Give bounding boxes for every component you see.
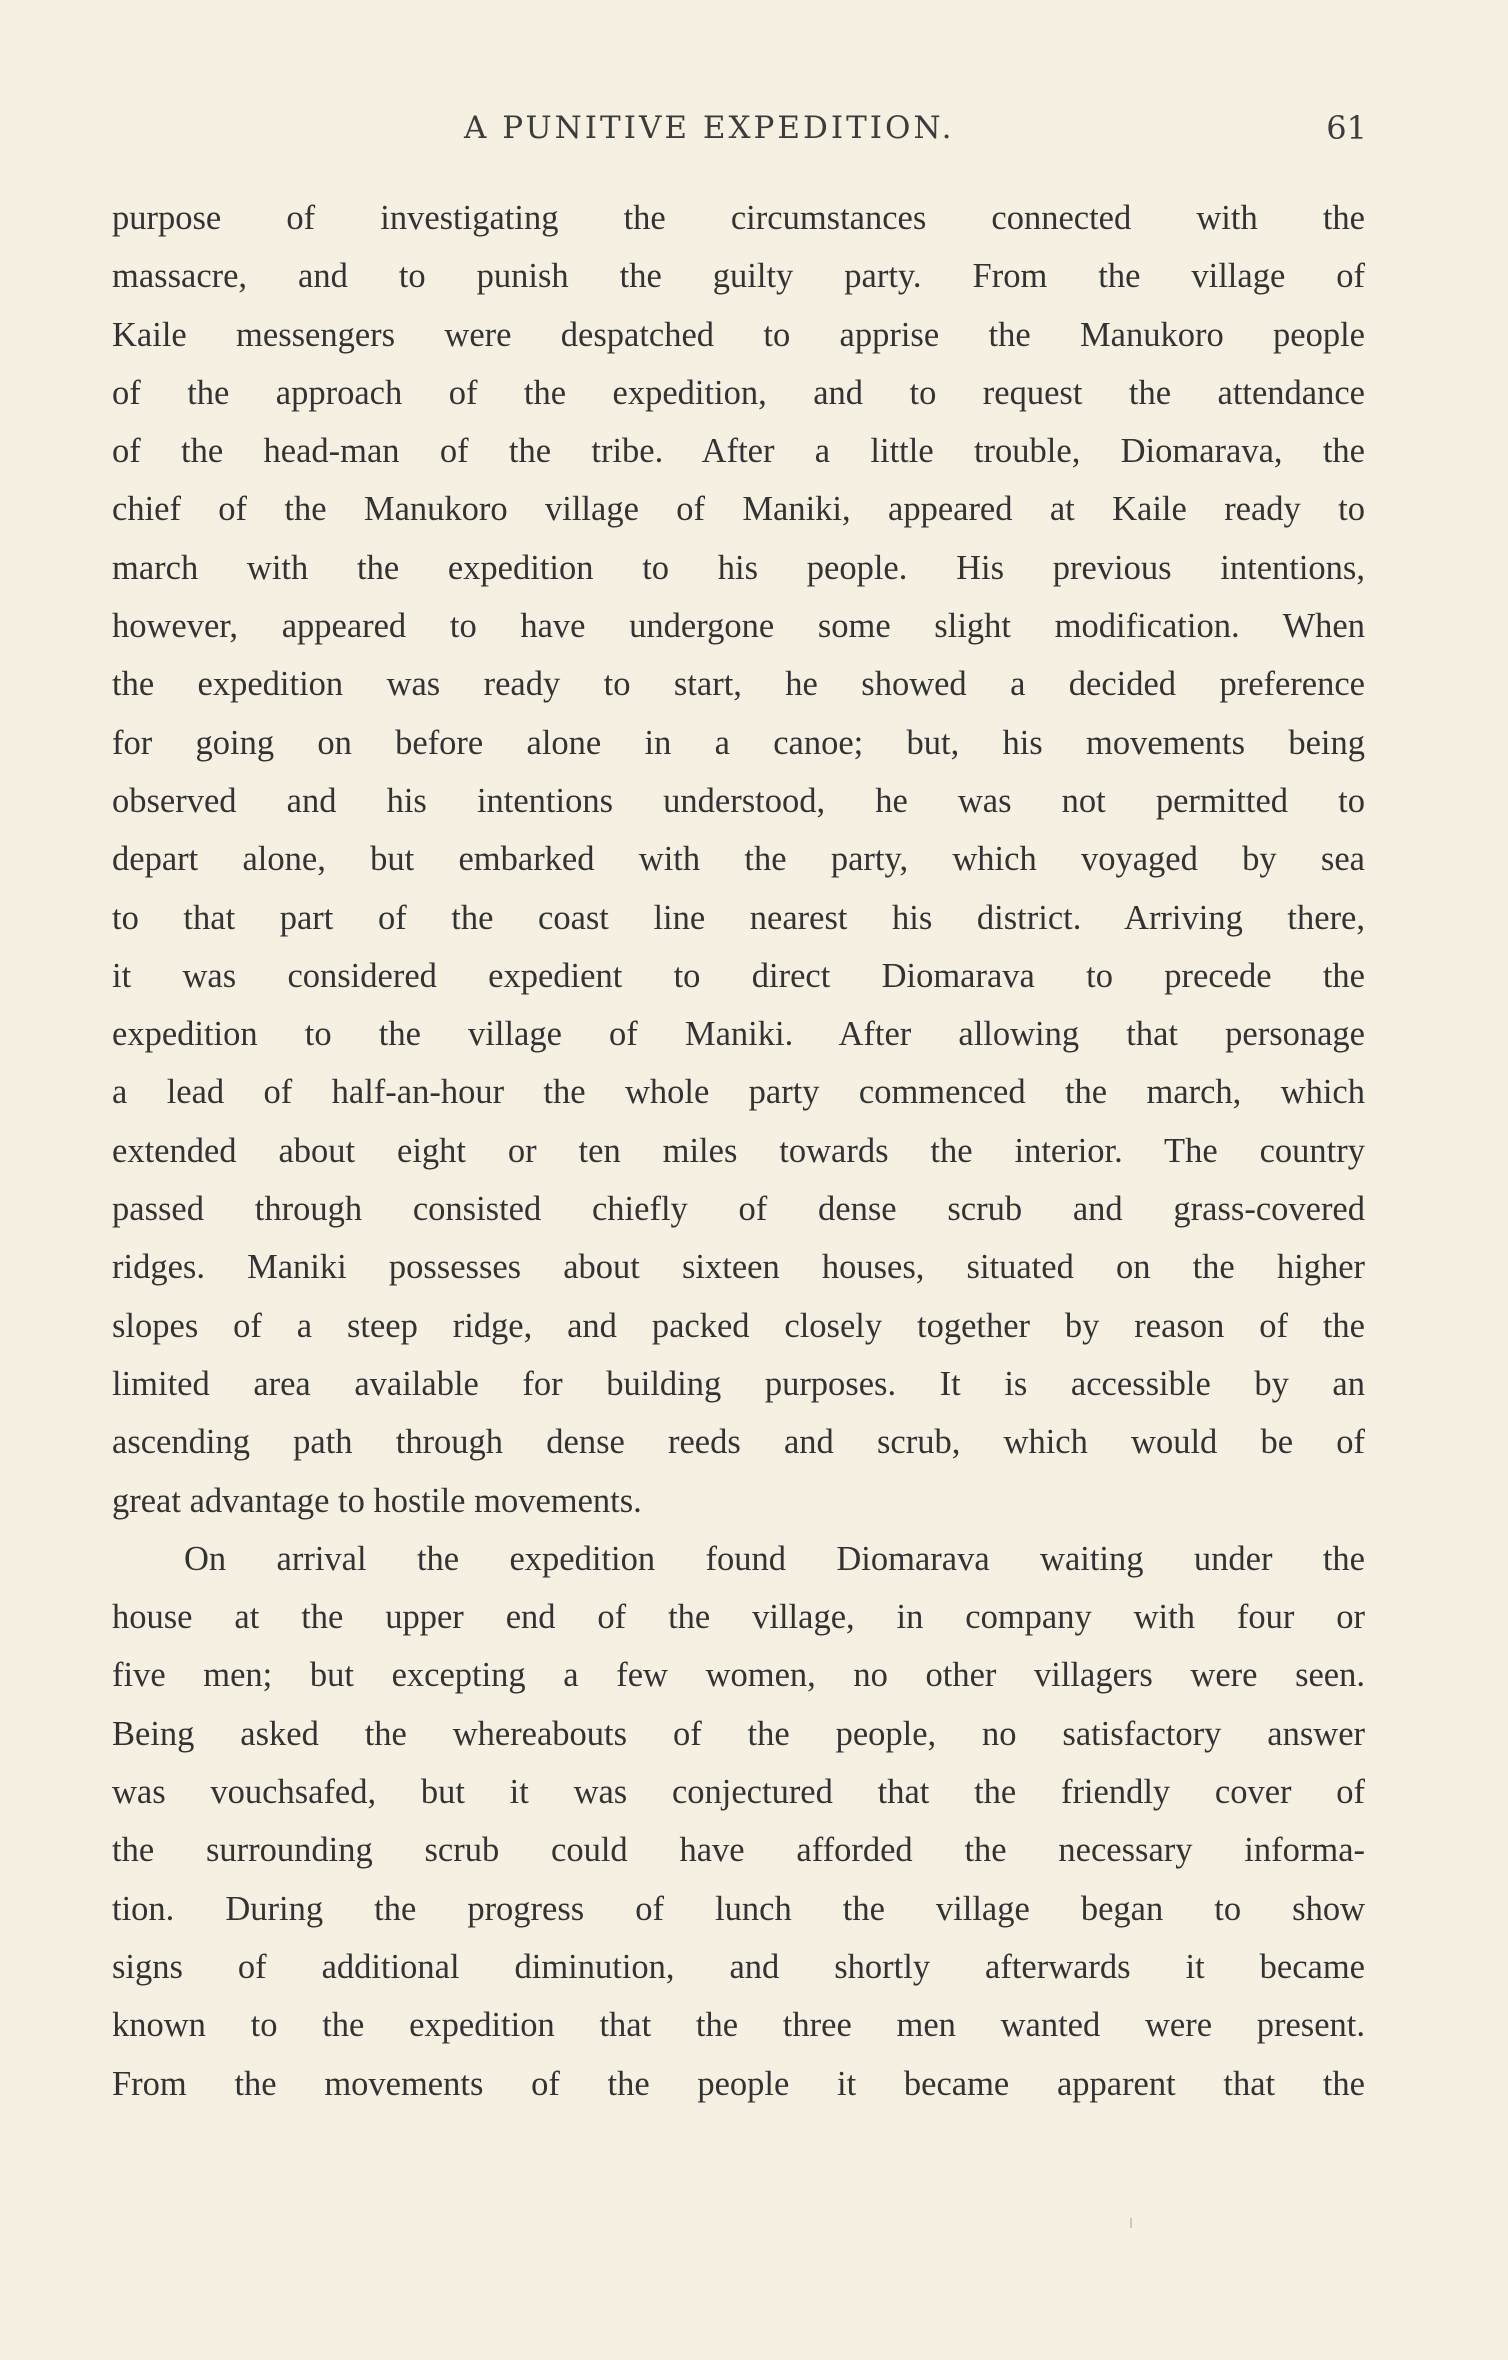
page-number: 61 — [1326, 109, 1367, 147]
page-mark — [1130, 2218, 1132, 2228]
text-line: massacre, and to punish the guilty party. From the village of — [112, 257, 1365, 296]
text-line: house at the upper end of the village, in company with four or — [112, 1598, 1365, 1637]
text-line: known to the expedition that the three men wanted were present. — [112, 2006, 1365, 2045]
text-line: the surrounding scrub could have afforded the necessary informa- — [112, 1831, 1365, 1870]
text-line: observed and his intentions understood, he was not permitted to — [112, 781, 1365, 820]
text-line: of the approach of the expedition, and to request the attendance — [112, 373, 1365, 412]
text-line: five men; but excepting a few women, no other villagers were seen. — [112, 1656, 1365, 1695]
text-line: slopes of a steep ridge, and packed closely together by reason of the — [112, 1306, 1365, 1345]
text-line: however, appeared to have undergone some slight modification. When — [112, 607, 1365, 646]
running-title: A PUNITIVE EXPEDITION. — [464, 110, 955, 146]
text-line: tion. During the progress of lunch the village began to show — [112, 1889, 1365, 1928]
text-line: to that part of the coast line nearest his district. Arriving there, — [112, 898, 1365, 937]
text-line: march with the expedition to his people. His previous intentions, — [112, 548, 1365, 587]
text-line: extended about eight or ten miles towards the interior. The country — [112, 1131, 1365, 1170]
text-line: purpose of investigating the circumstances connected with the — [112, 199, 1365, 237]
text-line: the expedition was ready to start, he showed a decided preference — [112, 665, 1365, 704]
text-line: ridges. Maniki possesses about sixteen houses, situated on the higher — [112, 1248, 1365, 1287]
text-line: Being asked the whereabouts of the people, no satisfactory answer — [112, 1714, 1365, 1753]
text-line: it was considered expedient to direct Diomarava to precede the — [112, 956, 1365, 995]
text-line: signs of additional diminution, and shortly afterwards it became — [112, 1947, 1365, 1986]
text-line: a lead of half-an-hour the whole party commenced the march, which — [112, 1073, 1365, 1112]
text-line: chief of the Manukoro village of Maniki, appeared at Kaile ready to — [112, 490, 1365, 529]
text-line: Kaile messengers were despatched to apprise the Manukoro people — [112, 315, 1365, 354]
text-line: of the head-man of the tribe. After a little trouble, Diomarava, the — [112, 432, 1365, 471]
text-line: great advantage to hostile movements. — [112, 1481, 642, 1520]
text-line: On arrival the expedition found Diomarava waiting under the — [184, 1539, 1365, 1578]
body-text — [112, 189, 1365, 2113]
text-line: passed through consisted chiefly of dense scrub and grass-covered — [112, 1190, 1365, 1229]
running-head — [110, 104, 1367, 152]
text-line: for going on before alone in a canoe; but, his movements being — [112, 723, 1365, 762]
text-line: depart alone, but embarked with the party, which voyaged by sea — [112, 840, 1365, 879]
text-line: limited area available for building purposes. It is accessible by an — [112, 1364, 1365, 1403]
text-line: ascending path through dense reeds and scrub, which would be of — [112, 1423, 1365, 1462]
text-line: was vouchsafed, but it was conjectured that the friendly cover of — [112, 1773, 1365, 1812]
text-line: From the movements of the people it became apparent that the — [112, 2064, 1365, 2103]
text-line: expedition to the village of Maniki. After allowing that personage — [112, 1015, 1365, 1054]
